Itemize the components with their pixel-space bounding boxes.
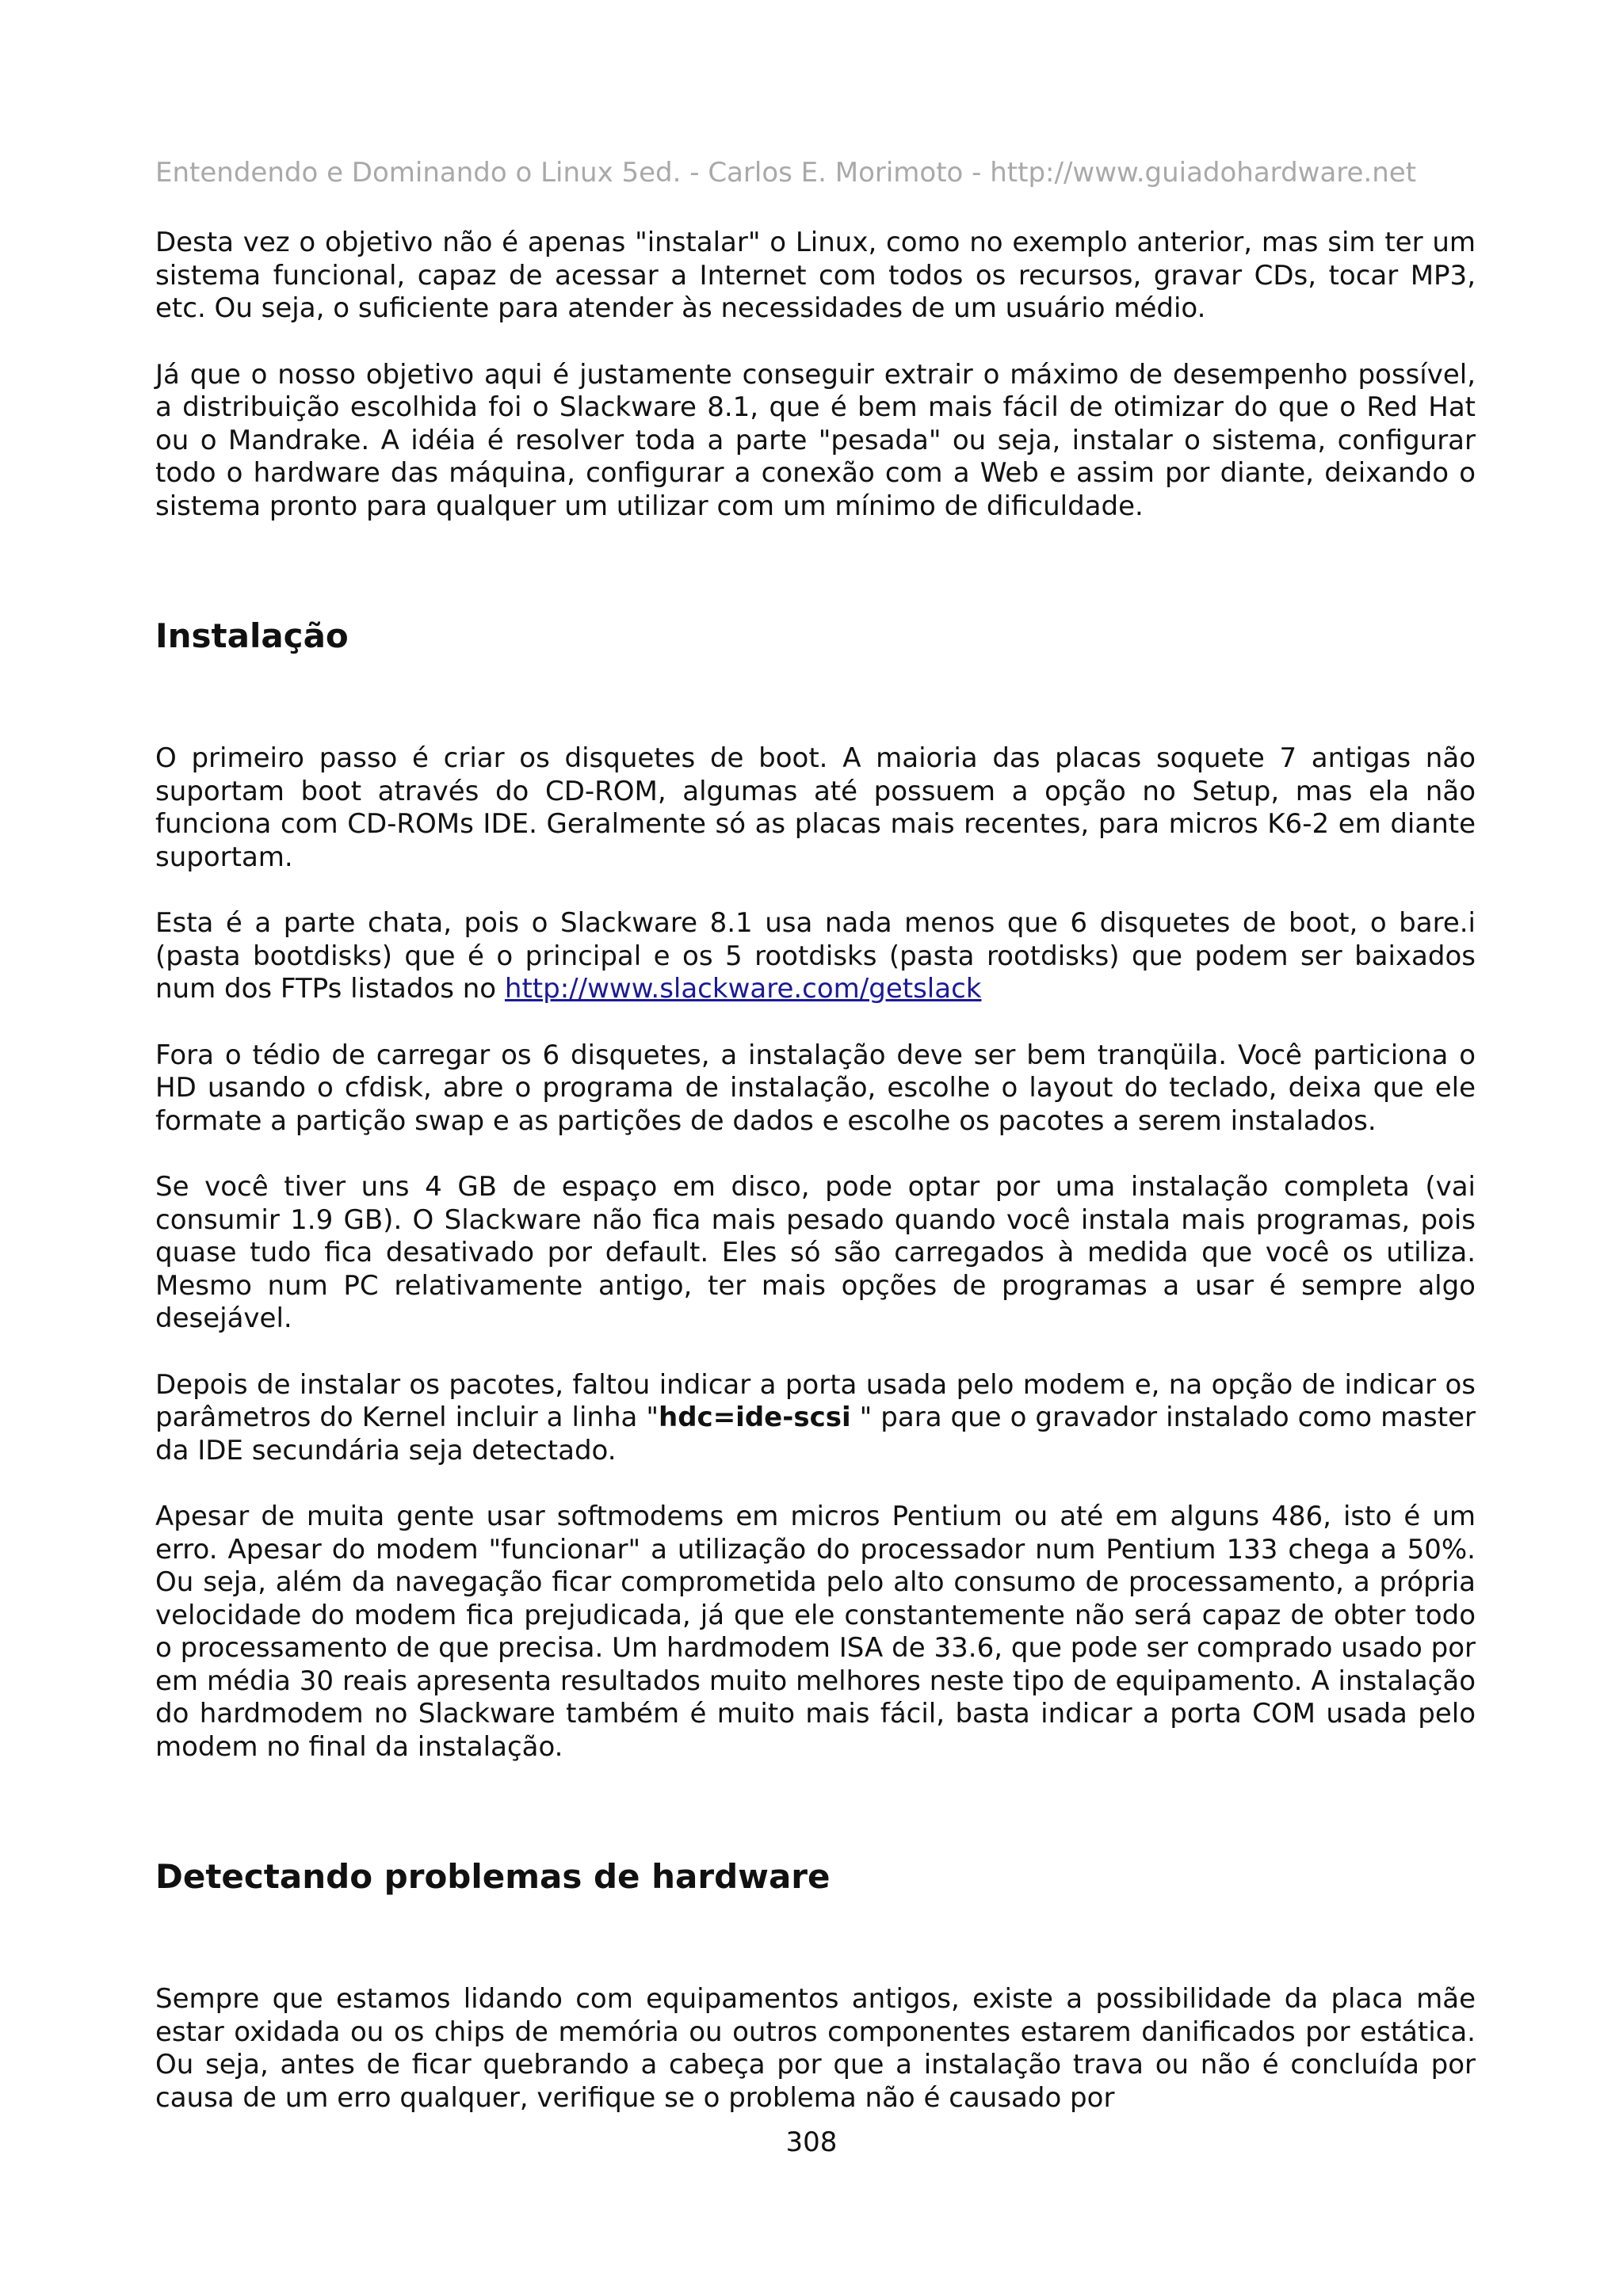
install-paragraph-4: Se você tiver uns 4 GB de espaço em disco, pode optar por uma instalação completa (vai consumir 1.9 GB). O Slackware não fica mais pesado quando você instala mais programas, pois quase tudo fica desativado por default. Eles só são carregados à medida que você os utiliza. Mesmo num PC relativamente antigo, ter mais opções de programas a usar é sempre algo desejável. (155, 1171, 1476, 1334)
kernel-parameter-bold: hdc=ide-scsi (659, 1402, 851, 1433)
intro-paragraph-1: Desta vez o objetivo não é apenas "instalar" o Linux, como no exemplo anterior, mas sim ter um sistema funcional, capaz de acessar a Internet com todos os recursos, gravar CDs, tocar MP3, etc. Ou seja, o suficiente para atender às necessidades de um usuário médio. (155, 227, 1476, 324)
hardware-paragraph-1: Sempre que estamos lidando com equipamentos antigos, existe a possibilidade da placa mãe estar oxidada ou os chips de memória ou outros componentes estarem danificados por estática. Ou seja, antes de ficar quebrando a cabeça por que a instalação trava ou não é concluída por causa de um erro qualquer, verifique se o problema não é causado por (155, 1983, 1476, 2114)
section-heading-hardware: Detectando problemas de hardware (155, 1857, 831, 1896)
install-paragraph-5 (155, 1369, 1476, 1468)
install-paragraph-2 (155, 907, 1476, 1006)
intro-paragraph-2: Já que o nosso objetivo aqui é justamente conseguir extrair o máximo de desempenho possível, a distribuição escolhida foi o Slackware 8.1, que é bem mais fácil de otimizar do que o Red Hat ou o Mandrake. A idéia é resolver toda a parte "pesada" ou seja, instalar o sistema, configurar todo o hardware das máquina, configurar a conexão com a Web e assim por diante, deixando o sistema pronto para qualquer um utilizar com um mínimo de dificuldade. (155, 358, 1476, 522)
page-number: 308 (785, 2126, 838, 2158)
section-heading-instalacao: Instalação (155, 616, 349, 655)
install-paragraph-5-after: " para que o gravador instalado como master da IDE secundária seja detectado. (155, 1402, 1476, 1466)
slackware-getslack-link[interactable]: http://www.slackware.com/getslack (504, 973, 982, 1005)
running-header: Entendendo e Dominando o Linux 5ed. - Carlos E. Morimoto - http://www.guiadohardware.net (155, 157, 1417, 189)
install-paragraph-3: Fora o tédio de carregar os 6 disquetes, a instalação deve ser bem tranqüila. Você particiona o HD usando o cfdisk, abre o programa de instalação, escolhe o layout do teclado, deixa que ele formate a partição swap e as partições de dados e escolhe os pacotes a serem instalados. (155, 1039, 1476, 1137)
document-body (155, 227, 1476, 2115)
install-paragraph-2-text: Esta é a parte chata, pois o Slackware 8.1 usa nada menos que 6 disquetes de boot, o bare.i (pasta bootdisks) que é o principal e os 5 rootdisks (pasta rootdisks) que podem ser baixados num dos FTPs listados no (155, 907, 1476, 1005)
install-paragraph-5-before: Depois de instalar os pacotes, faltou indicar a porta usada pelo modem e, na opção de indicar os parâmetros do Kernel incluir a linha " (155, 1368, 1476, 1433)
install-paragraph-6: Apesar de muita gente usar softmodems em micros Pentium ou até em alguns 486, isto é um erro. Apesar do modem "funcionar" a utilização do processador num Pentium 133 chega a 50%. Ou seja, além da navegação ficar comprometida pelo alto consumo de processamento, a própria velocidade do modem fica prejudicada, já que ele constantemente não será capaz de obter todo o processamento de que precisa. Um hardmodem ISA de 33.6, que pode ser comprado usado por em média 30 reais apresenta resultados muito melhores neste tipo de equipamento. A instalação do hardmodem no Slackware também é muito mais fácil, basta indicar a porta COM usada pelo modem no final da instalação. (155, 1501, 1476, 1763)
install-paragraph-1: O primeiro passo é criar os disquetes de boot. A maioria das placas soquete 7 antigas não suportam boot através do CD-ROM, algumas até possuem a opção no Setup, mas ela não funciona com CD-ROMs IDE. Geralmente só as placas mais recentes, para micros K6-2 em diante suportam. (155, 742, 1476, 873)
